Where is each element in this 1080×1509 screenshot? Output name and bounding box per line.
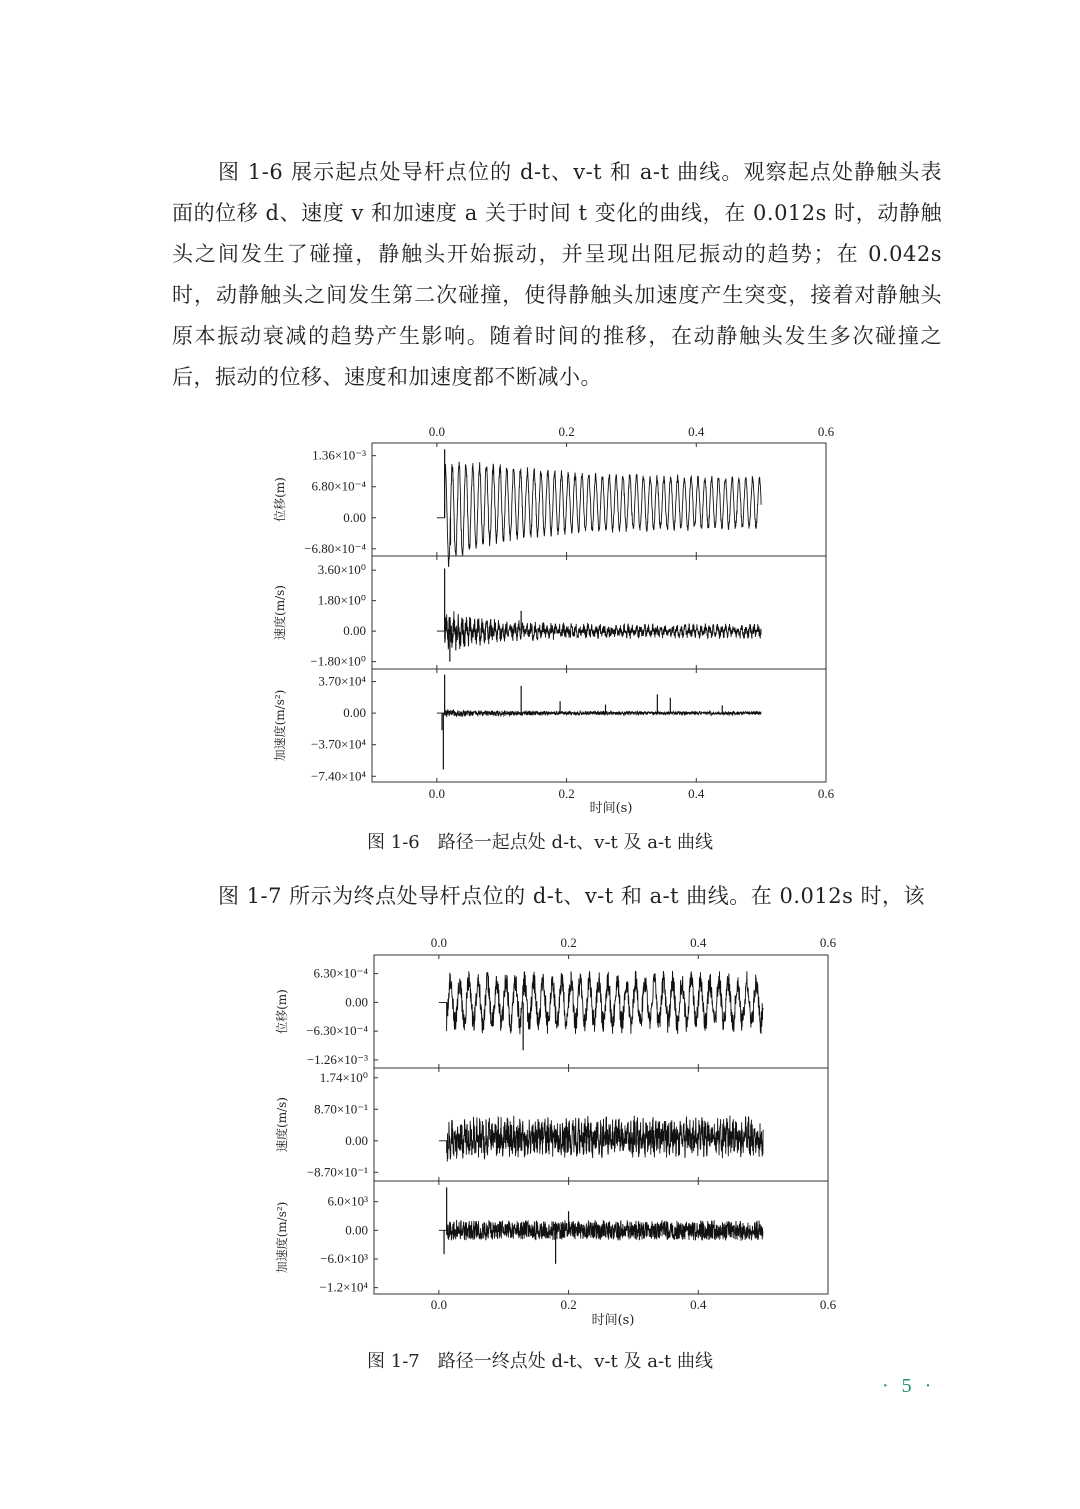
paragraph-text: 图 1-7 所示为终点处导杆点位的 d-t、v-t 和 a-t 曲线。在 0.012s 时，该 xyxy=(218,884,926,908)
x-tick-label-top: 0.4 xyxy=(688,424,705,439)
y-axis-label: 位移(m) xyxy=(273,477,287,522)
paragraph-text: 图 1-6 展示起点处导杆点位的 d-t、v-t 和 a-t 曲线。观察起点处静触头表面的位移 d、速度 v 和加速度 a 关于时间 t 变化的曲线，在 0.012s 时，动静触头之间发生了碰撞，静触头开始振动，并呈现出阻尼振动的趋势；在 0.042s 时，动静触头之间发生第二次碰撞，使得静触头加速度产生突变，接着对静触头原本振动衰减的趋势产生影响。随着时间的推移，在动静触头发生多次碰撞之后，振动的位移、速度和加速度都不断减小。 xyxy=(172,160,942,389)
x-tick-label-top: 0.0 xyxy=(430,935,447,950)
x-tick-label-bottom: 0.2 xyxy=(560,1297,577,1312)
series-line xyxy=(439,971,763,1034)
y-tick-label: −7.40×10⁴ xyxy=(311,768,366,784)
y-tick-label: −6.80×10⁻⁴ xyxy=(304,540,366,556)
series-line xyxy=(439,1116,763,1162)
y-tick-label: 0.00 xyxy=(345,1132,368,1148)
y-tick-label: 6.0×10³ xyxy=(327,1193,368,1209)
y-axis-label: 加速度(m/s²) xyxy=(275,1201,289,1274)
x-axis-label: 时间(s) xyxy=(591,1313,635,1328)
y-tick-label: −1.80×10⁰ xyxy=(310,653,366,669)
x-tick-label-bottom: 0.2 xyxy=(558,786,575,801)
y-tick-label: −6.30×10⁻⁴ xyxy=(306,1023,368,1039)
x-tick-label-bottom: 0.0 xyxy=(428,786,445,801)
page-number: · 5 · xyxy=(882,1375,936,1397)
y-tick-label: 3.60×10⁰ xyxy=(317,562,366,578)
x-tick-label-bottom: 0.4 xyxy=(688,786,705,801)
y-tick-label: 1.80×10⁰ xyxy=(317,592,366,608)
x-tick-label-top: 0.4 xyxy=(690,935,707,950)
y-tick-label: 3.70×10⁴ xyxy=(318,673,366,689)
x-axis-label: 时间(s) xyxy=(589,801,633,816)
y-tick-label: −8.70×10⁻¹ xyxy=(306,1164,368,1180)
x-tick-label-bottom: 0.6 xyxy=(819,1297,837,1312)
series-line xyxy=(439,1220,763,1241)
y-axis-label: 位移(m) xyxy=(275,989,289,1034)
y-axis-label: 加速度(m/s²) xyxy=(273,689,287,762)
y-tick-label: 1.36×10⁻³ xyxy=(312,447,366,463)
y-tick-label: −6.0×10³ xyxy=(320,1250,368,1266)
y-tick-label: 1.74×10⁰ xyxy=(319,1069,368,1085)
panel-frame xyxy=(374,1181,828,1294)
x-tick-label-top: 0.6 xyxy=(819,935,837,950)
x-tick-label-bottom: 0.4 xyxy=(690,1297,707,1312)
y-tick-label: 0.00 xyxy=(343,509,366,525)
figure-1-6-caption: 图 1-6 路径一起点处 d-t、v-t 及 a-t 曲线 xyxy=(367,832,713,853)
y-tick-label: 0.00 xyxy=(343,623,366,639)
y-axis-label: 速度(m/s) xyxy=(273,585,287,640)
y-tick-label: −3.70×10⁴ xyxy=(311,736,366,752)
y-tick-label: 6.30×10⁻⁴ xyxy=(313,965,368,981)
y-tick-label: −1.2×10⁴ xyxy=(319,1279,368,1295)
x-tick-label-top: 0.2 xyxy=(558,424,575,439)
y-tick-label: 0.00 xyxy=(345,1222,368,1238)
y-tick-label: 0.00 xyxy=(345,994,368,1010)
x-tick-label-bottom: 0.6 xyxy=(817,786,835,801)
figure-1-7-caption: 图 1-7 路径一终点处 d-t、v-t 及 a-t 曲线 xyxy=(367,1351,713,1372)
x-tick-label-top: 0.0 xyxy=(428,424,445,439)
y-tick-label: 0.00 xyxy=(343,705,366,721)
x-tick-label-bottom: 0.0 xyxy=(430,1297,447,1312)
y-tick-label: 8.70×10⁻¹ xyxy=(314,1101,368,1117)
y-tick-label: 6.80×10⁻⁴ xyxy=(311,478,366,494)
x-tick-label-top: 0.2 xyxy=(560,935,577,950)
x-tick-label-top: 0.6 xyxy=(817,424,835,439)
y-axis-label: 速度(m/s) xyxy=(275,1097,289,1152)
y-tick-label: −1.26×10⁻³ xyxy=(306,1051,368,1067)
